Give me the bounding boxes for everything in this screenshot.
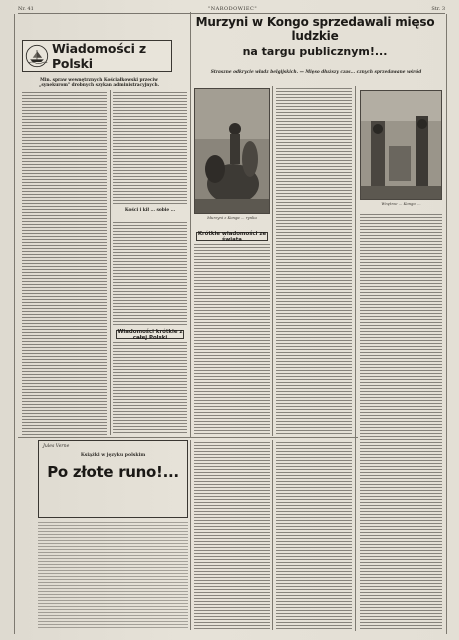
column-rule xyxy=(110,90,111,435)
article-deck: Straszne odkrycie władz belgijskich. — Mięso dłuższy czas... cznych sprzedawane wśród xyxy=(210,70,422,75)
running-head-center: "NARODOWIEC" xyxy=(207,5,258,12)
photo-interior xyxy=(360,90,442,200)
column-1-text xyxy=(22,92,107,435)
column-2-text-top xyxy=(113,92,187,204)
body-text xyxy=(113,92,187,204)
section-title: Wiadomości z Polski xyxy=(51,41,146,71)
section-masthead xyxy=(22,40,172,72)
ad-top-text: Jules Verne xyxy=(43,444,70,449)
boxed-head-world: Krótkie wiadomości ze świata xyxy=(197,230,267,243)
boxed-head-poland: Wiadomości krótkie z całej Polski xyxy=(117,328,183,341)
headline-sub: na targu publicznym!... xyxy=(242,45,388,58)
advertisement-box xyxy=(38,440,188,518)
body-text xyxy=(113,342,187,435)
column-rule xyxy=(190,12,191,437)
headline-main: Murzyni w Kongo sprzedawali mięso ludzkie xyxy=(195,15,435,43)
photo-market-image xyxy=(195,89,270,214)
photo-caption-2: Wnętrze ... Kongo ... xyxy=(381,201,421,206)
column-rule xyxy=(190,440,191,630)
left-column-head: Min. spraw wewnętrznych Kościałkowski przeciw „synekurom" drobnych szykan administracyjnych. xyxy=(38,78,160,88)
photo-interior-image xyxy=(361,91,442,200)
small-head-1: Kości i kił ... sobie ... xyxy=(124,208,176,213)
column-rule xyxy=(355,86,356,631)
photo-caption-1: Murzyni z Konga ... rynku xyxy=(207,215,257,220)
horizontal-rule xyxy=(18,437,358,438)
body-text xyxy=(113,222,187,327)
lower-column-4-text xyxy=(276,442,352,630)
page-margin-rule xyxy=(446,14,447,634)
ad-label: Książki w języku polskim xyxy=(80,453,146,458)
body-text xyxy=(276,442,352,630)
column-2-text-mid xyxy=(113,222,187,327)
column-rule xyxy=(272,440,273,630)
lower-column-3-text xyxy=(194,442,270,630)
body-text xyxy=(276,88,352,434)
body-text xyxy=(194,442,270,630)
running-head-left: Nr. 41 xyxy=(18,5,34,12)
column-2-text-bottom xyxy=(113,342,187,435)
column-5-text xyxy=(360,214,442,630)
body-text xyxy=(360,214,442,630)
main-headline xyxy=(190,12,440,70)
column-4-text xyxy=(276,88,352,434)
ship-logo-icon xyxy=(25,42,49,70)
column-rule xyxy=(272,86,273,436)
column-3-text xyxy=(194,244,270,434)
running-head-right: Str. 3 xyxy=(431,5,445,12)
ad-title: Po złote runo!... xyxy=(47,463,179,481)
body-text xyxy=(38,522,188,630)
body-text xyxy=(194,244,270,434)
page-margin-rule xyxy=(14,14,15,634)
serial-text xyxy=(38,522,188,630)
body-text xyxy=(22,92,107,435)
photo-market xyxy=(194,88,270,214)
